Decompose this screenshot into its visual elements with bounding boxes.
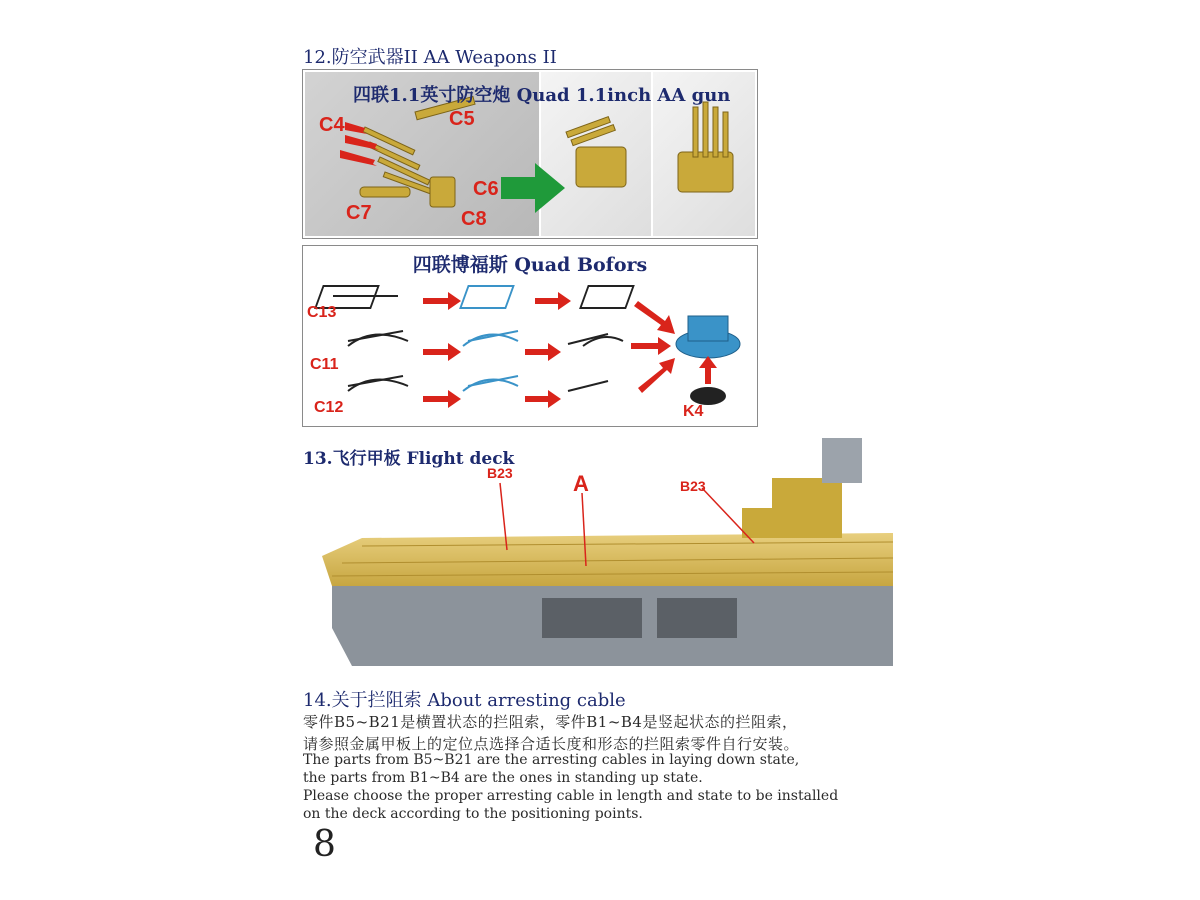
sec14-line-2: 请参照金属甲板上的定位点选择合适长度和形态的拦阻索零件自行安装。 [303, 735, 800, 753]
label-c5: C5 [449, 108, 475, 130]
sec14-line-3: The parts from B5~B21 are the arresting cables in laying down state, [303, 752, 800, 768]
sec14-line-1: 零件B5~B21是横置状态的拦阻索，零件B1~B4是竖起状态的拦阻索， [303, 713, 798, 731]
section-12-title: 12.防空武器II AA Weapons II [303, 47, 557, 68]
section-13-title: 13.飞行甲板 Flight deck [303, 449, 515, 469]
quad-aa-title: 四联1.1英寸防空炮 Quad 1.1inch AA gun [353, 85, 731, 106]
quad-bofors-title: 四联博福斯 Quad Bofors [412, 254, 648, 276]
label-c13: C13 [307, 304, 337, 321]
label-c8: C8 [461, 208, 487, 230]
flight-deck-photo [302, 438, 893, 666]
section-14-title: 14.关于拦阻索 About arresting cable [303, 690, 626, 711]
label-b23-left: B23 [487, 465, 513, 481]
green-arrow-icon [501, 163, 567, 213]
label-c11: C11 [310, 356, 339, 373]
label-c4: C4 [319, 114, 345, 136]
bofors-assembly-diagram [303, 246, 757, 426]
quad-bofors-panel [302, 245, 758, 427]
label-c7: C7 [346, 202, 372, 224]
sec14-line-5: Please choose the proper arresting cable in length and state to be installed [303, 788, 839, 804]
label-a: A [573, 471, 589, 496]
sec14-line-6: on the deck according to the positioning points. [303, 806, 643, 822]
label-b23-right: B23 [680, 478, 706, 494]
label-c12: C12 [314, 399, 344, 416]
label-c6: C6 [473, 178, 499, 200]
label-k4: K4 [683, 403, 704, 420]
sec14-line-4: the parts from B1~B4 are the ones in standing up state. [303, 770, 703, 786]
flight-deck-illustration [302, 438, 893, 666]
page-number: 8 [313, 824, 336, 865]
quad-aa-panel [302, 69, 758, 239]
